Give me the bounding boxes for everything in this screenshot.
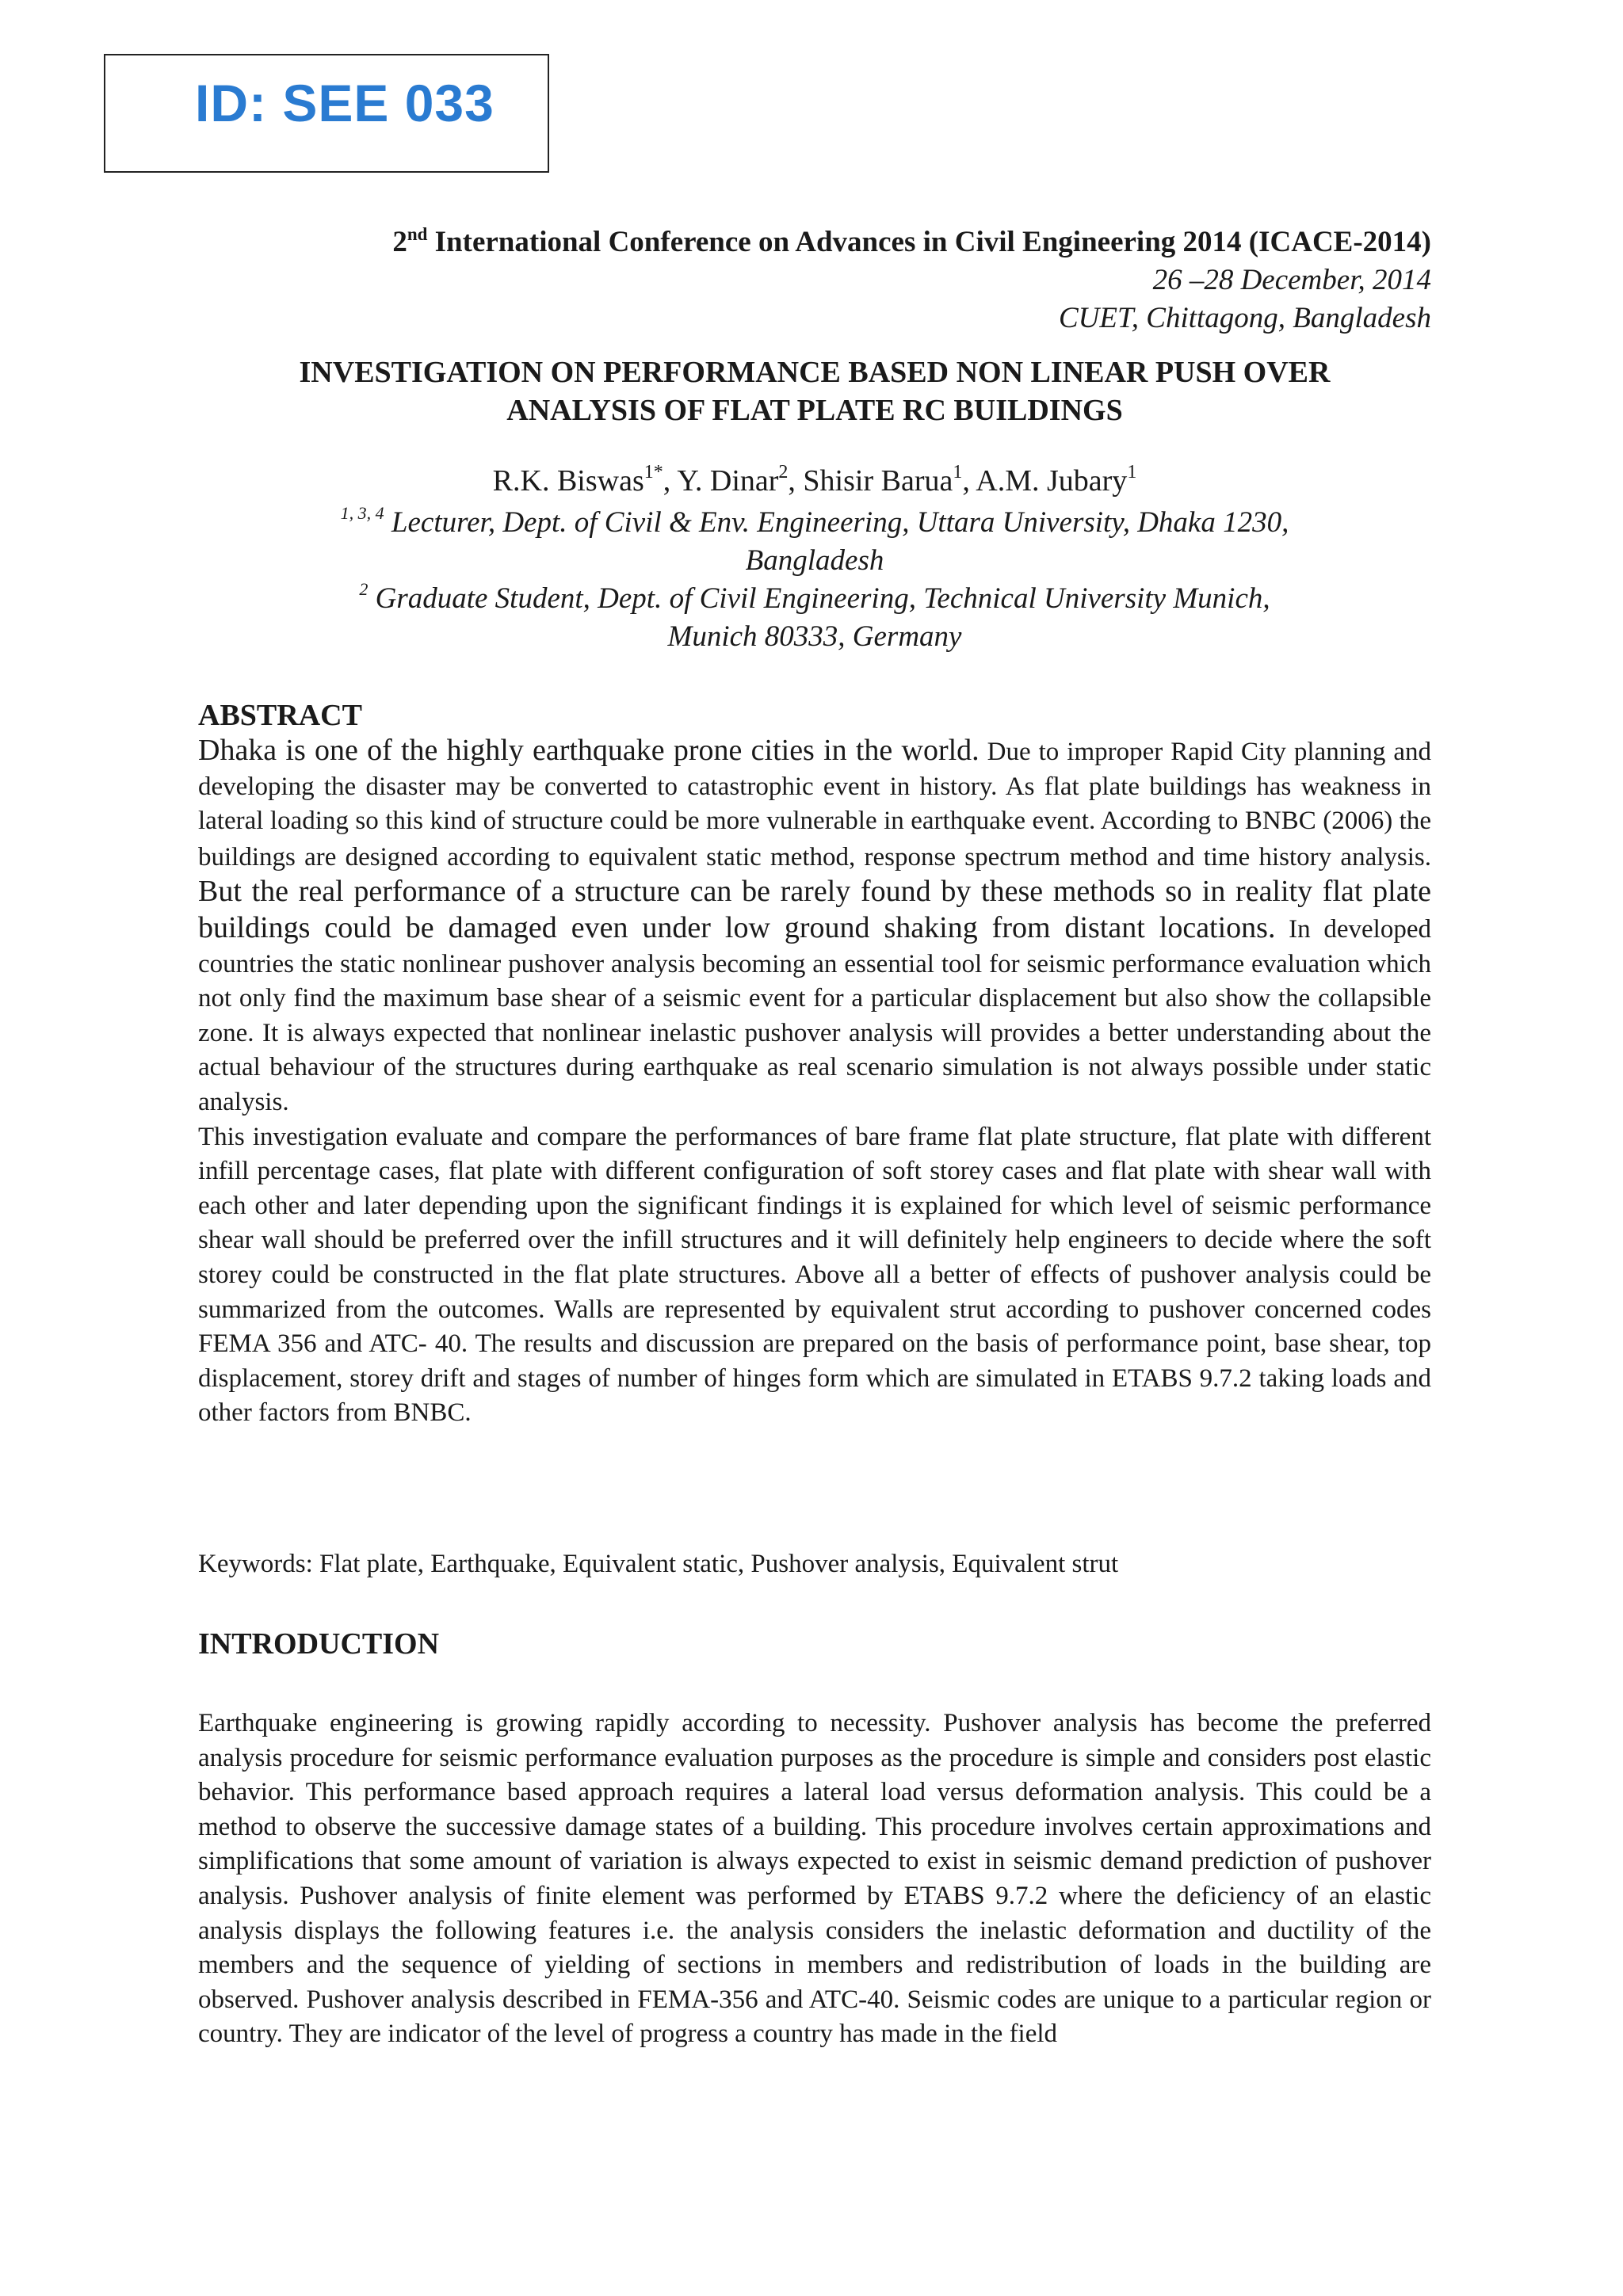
author-affiliation-mark: 2 (778, 462, 789, 482)
id-box (104, 54, 549, 173)
affiliation-2-city: Munich 80333, Germany (667, 620, 962, 653)
paper-id: ID: SEE 033 (195, 74, 495, 132)
abstract-text-large: Dhaka is one of the highly earthquake prone cities in the world. (198, 734, 980, 767)
affiliations (198, 504, 1431, 656)
conference-header (198, 223, 1431, 338)
conference-name: International Conference on Advances in Civil Engineering 2014 (ICACE-2014) (434, 226, 1431, 258)
title-line-2: ANALYSIS OF FLAT PLATE RC BUILDINGS (506, 394, 1123, 427)
introduction-body (198, 1707, 1431, 2052)
abstract-text: Due to improper Rapid City planning and developing the disaster may be converted to catastrophic event in history. As flat plate buildings has weakness in lateral loading so this kind of structure could be more vulnerable in earthquake event. According to BNBC (2006) the buildings are designed according to equivalent static method, response spectrum method and time history analysis. (198, 738, 1431, 871)
affiliation-1-country: Bangladesh (745, 544, 884, 577)
introduction-paragraph: Earthquake engineering is growing rapidly according to necessity. Pushover analysis has become the preferred analysis procedure for seismic performance evaluation purposes as the procedure is simple and considers post elastic behavior. This performance based approach requires a lateral load versus deformation analysis. This could be a method to observe the successive damage states of a building. This procedure involves certain approximations and simplifications that some amount of variation is always expected to exist in seismic demand prediction of pushover analysis. Pushover analysis of finite element was performed by ETABS 9.7.2 where the deficiency of an elastic analysis displays the following features i.e. the analysis considers the inelastic deformation and ductility of the members and the sequence of yielding of sections in members and redistribution of loads in the building are observed. Pushover analysis described in FEMA-356 and ATC-40. Seismic codes are unique to a particular region or country. They are indicator of the level of progress a country has made in the field (198, 1709, 1431, 2049)
conference-ordinal: 2 (392, 226, 407, 258)
conference-location: CUET, Chittagong, Bangladesh (1058, 302, 1431, 334)
affiliation-1 (198, 504, 1431, 542)
author-name: Y. Dinar (677, 464, 779, 498)
author-affiliation-mark: 1 (953, 462, 963, 482)
paper-title (198, 353, 1431, 429)
abstract-paragraph-2: This investigation evaluate and compare the performances of bare frame flat plate structure, flat plate with different infill percentage cases, flat plate with different configuration of soft storey cases and flat plate with shear wall with each other and later depending upon the significant findings it is explained for which level of seismic performance shear wall should be preferred over the infill structures and it will definitely help engineers to decide where the soft storey could be constructed in the flat plate structures. Above all a better of effects of pushover analysis could be summarized from the outcomes. Walls are represented by equivalent strut according to pushover concerned codes FEMA 356 and ATC- 40. The results and discussion are prepared on the basis of performance point, base shear, top displacement, storey drift and stages of number of hinges form which are simulated in ETABS 9.7.2 taking loads and other factors from BNBC. (198, 1122, 1431, 1428)
author-name: R.K. Biswas (492, 464, 644, 498)
abstract-section (198, 697, 1431, 1431)
title-line-1: INVESTIGATION ON PERFORMANCE BASED NON LINEAR PUSH OVER (299, 356, 1331, 389)
introduction-heading: INTRODUCTION (198, 1627, 440, 1661)
author-separator: , (788, 464, 804, 498)
keywords-section (198, 1547, 1431, 1581)
abstract-text: In developed countries the static nonlinear pushover analysis becoming an essential tool for seismic performance evaluation which not only find the maximum base shear of a seismic event for a particular displacement but also show the collapsible zone. It is always expected that nonlinear inelastic pushover analysis will provides a better understanding about the actual behaviour of the structures during earthquake as real scenario simulation is not always possible under static analysis. (198, 914, 1431, 1116)
keywords: Keywords: Flat plate, Earthquake, Equivalent static, Pushover analysis, Equivalent strut (198, 1550, 1119, 1578)
conference-dates: 26 –28 December, 2014 (1152, 264, 1431, 296)
author-separator: , (663, 464, 678, 498)
conference-name-line (198, 223, 1431, 261)
affiliation-text: Lecturer, Dept. of Civil & Env. Engineering, Uttara University, Dhaka 1230, (384, 506, 1289, 539)
author-affiliation-mark: 1* (643, 462, 663, 482)
author-separator: , (962, 464, 976, 498)
abstract-paragraph-1 (198, 734, 1431, 1120)
affiliation-mark: 2 (359, 579, 369, 599)
author-name: A.M. Jubary (976, 464, 1128, 498)
abstract-heading: ABSTRACT (198, 699, 362, 732)
introduction-section (198, 1626, 1431, 1662)
author-list (198, 461, 1431, 501)
abstract-text-large: But the real performance of a structure can be rarely found by these methods so in reality flat plate buildings could be damaged even under low ground shaking from distant locations. (198, 875, 1431, 944)
author-name: Shisir Barua (803, 464, 953, 498)
author-affiliation-mark: 1 (1127, 462, 1137, 482)
affiliation-text: Graduate Student, Dept. of Civil Engineering, Technical University Munich, (368, 582, 1270, 615)
affiliation-mark: 1, 3, 4 (340, 503, 384, 523)
conference-ordinal-suffix: nd (407, 224, 428, 244)
affiliation-2 (198, 580, 1431, 618)
